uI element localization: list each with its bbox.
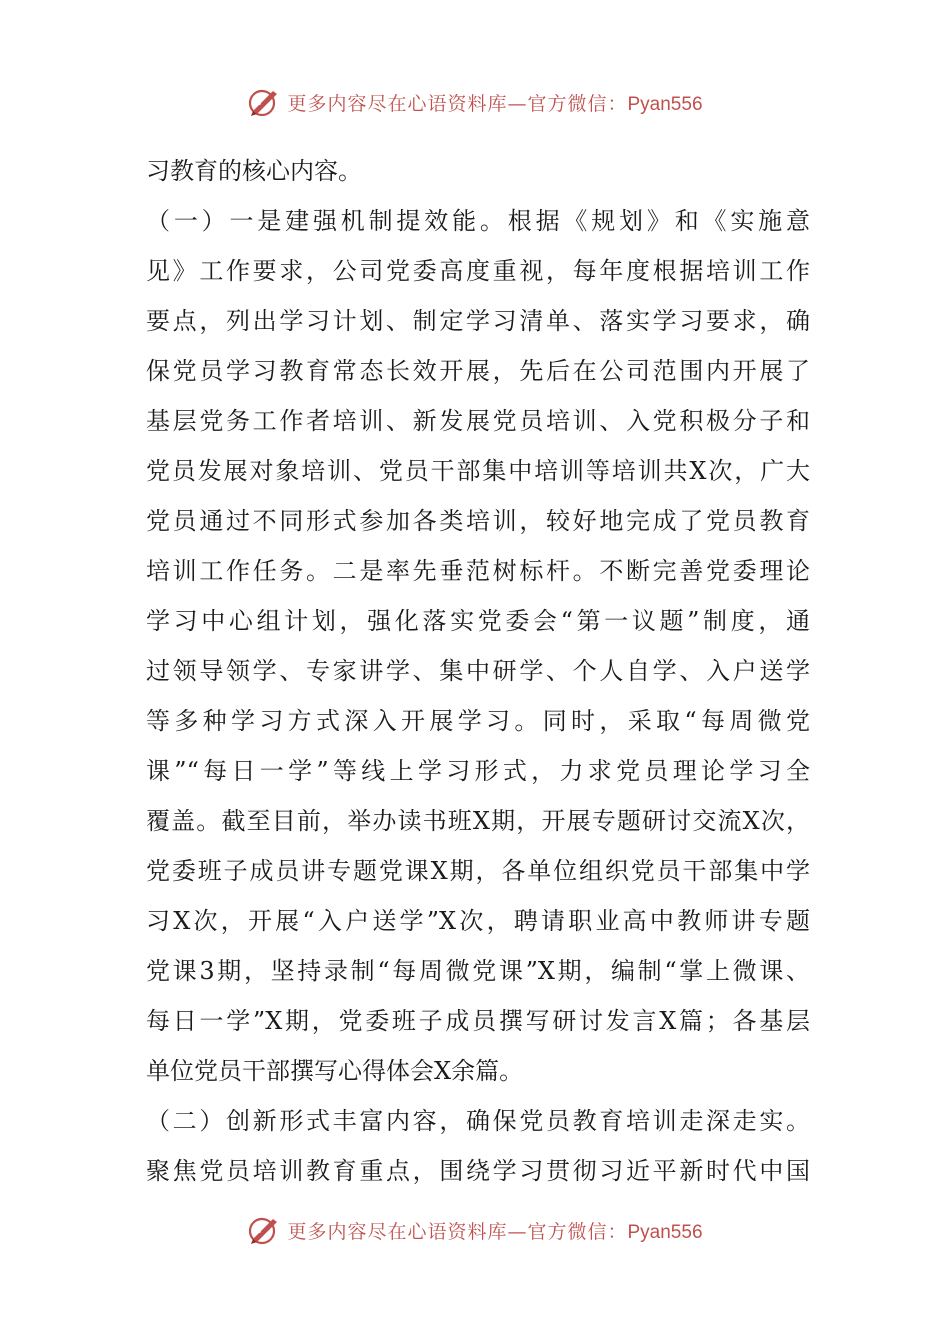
- header-wechat-id: Pyan556: [627, 93, 703, 115]
- text-line: 课”“每日一学”等线上学习形式，力求党员理论学习全: [146, 757, 810, 785]
- text-line: 覆盖。截至目前，举办读书班X期，开展专题研讨交流X次，: [146, 807, 810, 835]
- text-line: （二）创新形式丰富内容，确保党员教育培训走深走实。: [146, 1107, 810, 1135]
- footer-banner-text: 更多内容尽在心语资料库—官方微信：Pyan556: [287, 1220, 703, 1243]
- document-body: [146, 146, 810, 1196]
- pen-logo-icon: [247, 1213, 281, 1247]
- footer-banner: [0, 1210, 950, 1250]
- text-line: 过领导领学、专家讲学、集中研学、个人自学、入户送学: [146, 657, 810, 685]
- text-line: 要点，列出学习计划、制定学习清单、落实学习要求，确: [146, 307, 810, 335]
- header-banner: [0, 82, 950, 122]
- text-line: 党课3期，坚持录制“每周微党课”X期，编制“掌上微课、: [146, 957, 810, 985]
- text-line: 培训工作任务。二是率先垂范树标杆。不断完善党委理论: [146, 557, 810, 585]
- text-line: 基层党务工作者培训、新发展党员培训、入党积极分子和: [146, 407, 810, 435]
- text-line: 等多种学习方式深入开展学习。同时，采取“每周微党: [146, 707, 810, 735]
- header-banner-text: 更多内容尽在心语资料库—官方微信：Pyan556: [287, 92, 703, 115]
- text-line: 每日一学”X期，党委班子成员撰写研讨发言X篇；各基层: [146, 1007, 810, 1035]
- text-line: 保党员学习教育常态长效开展，先后在公司范围内开展了: [146, 357, 810, 385]
- pen-logo-icon: [247, 85, 281, 119]
- text-line: 党委班子成员讲专题党课X期，各单位组织党员干部集中学: [146, 857, 810, 885]
- text-line: 学习中心组计划，强化落实党委会“第一议题”制度，通: [146, 607, 810, 635]
- text-line: 党员通过不同形式参加各类培训，较好地完成了党员教育: [146, 507, 810, 535]
- text-line: 单位党员干部撰写心得体会X余篇。: [146, 1057, 524, 1085]
- text-line: 党员发展对象培训、党员干部集中培训等培训共X次，广大: [146, 457, 810, 485]
- text-line: （一）一是建强机制提效能。根据《规划》和《实施意: [146, 207, 810, 235]
- text-line: 见》工作要求，公司党委高度重视，每年度根据培训工作: [146, 257, 810, 285]
- text-line: 习教育的核心内容。: [146, 157, 362, 185]
- text-line: 习X次，开展“入户送学”X次，聘请职业高中教师讲专题: [146, 907, 810, 935]
- text-line: 聚焦党员培训教育重点，围绕学习贯彻习近平新时代中国: [146, 1157, 810, 1185]
- footer-wechat-id: Pyan556: [627, 1221, 703, 1243]
